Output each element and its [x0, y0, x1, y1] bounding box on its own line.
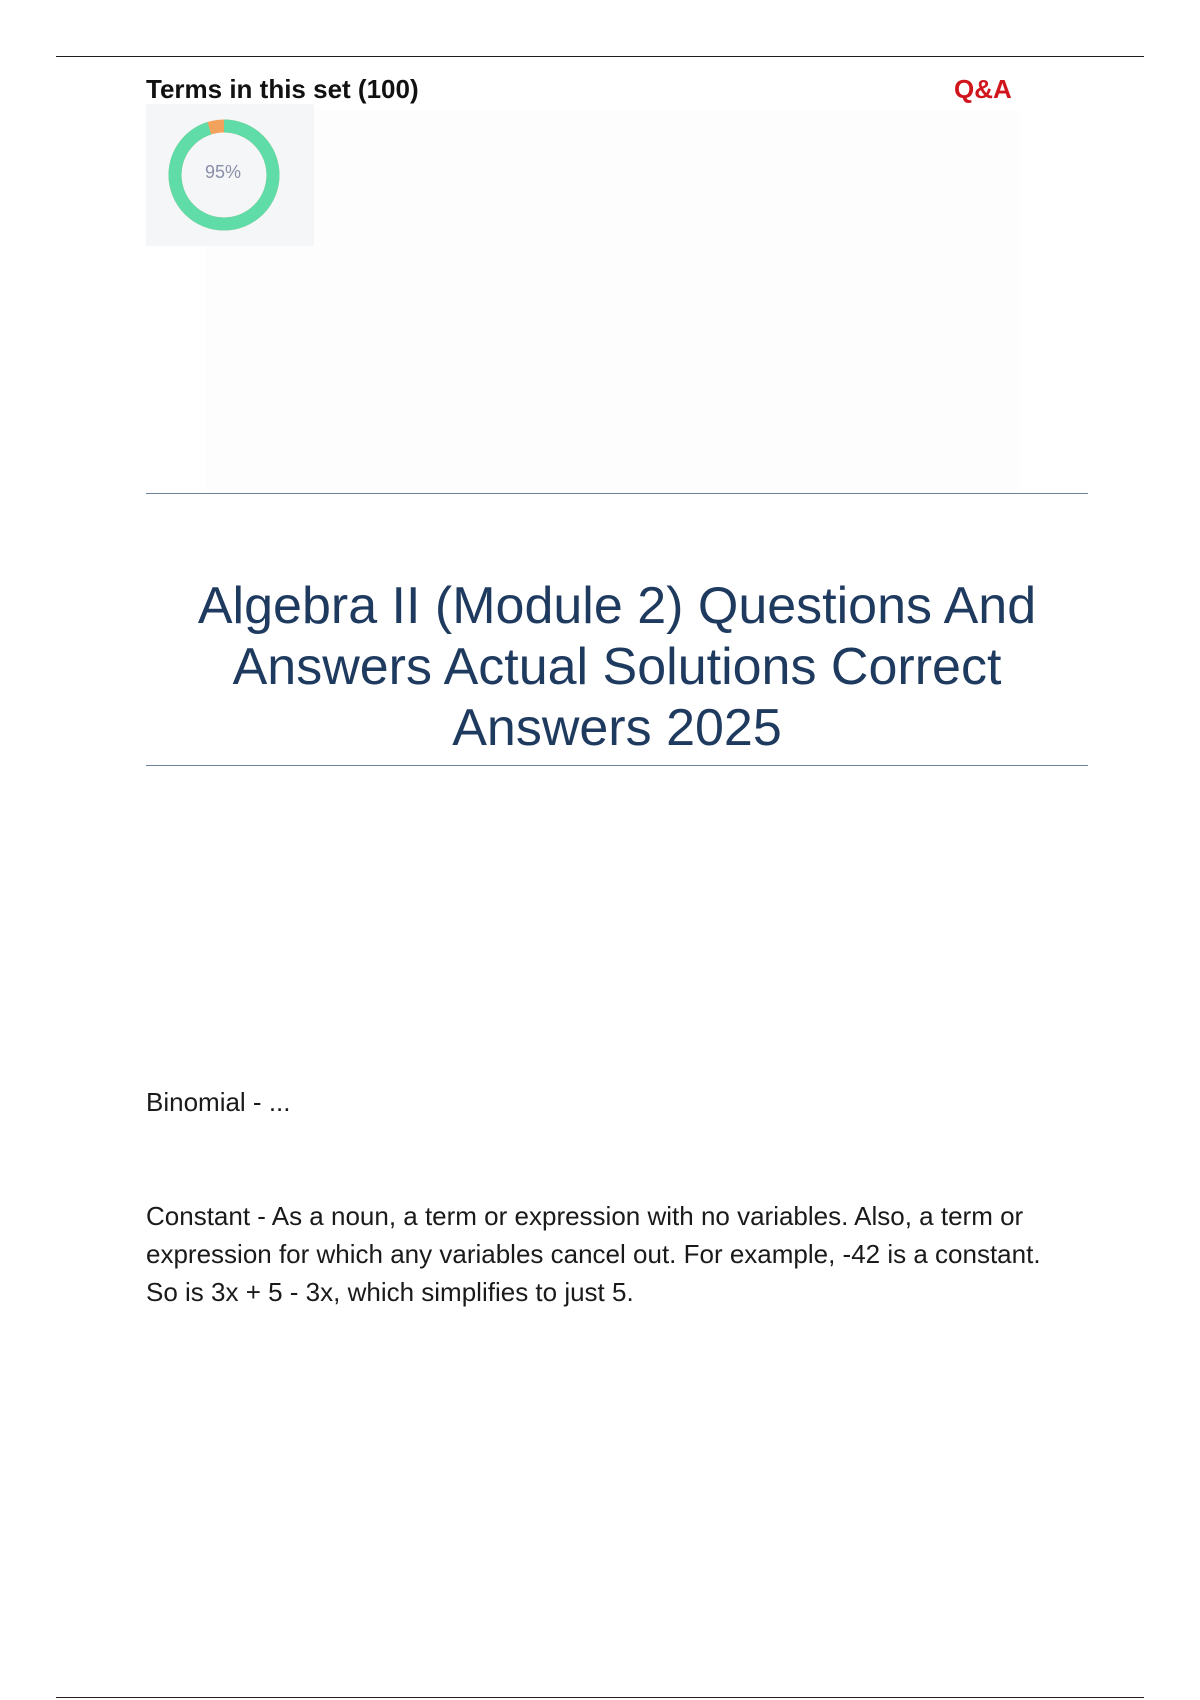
- title-rule-bottom: [146, 765, 1088, 766]
- progress-percent-label: 95%: [204, 162, 242, 182]
- qa-badge: Q&A: [954, 74, 1012, 104]
- bottom-divider: [56, 1697, 1144, 1698]
- top-divider: [56, 56, 1144, 57]
- terms-count-heading: Terms in this set (100): [146, 74, 419, 104]
- title-rule-top: [146, 493, 1088, 494]
- term-constant: Constant - As a noun, a term or expression with no variables. Also, a term or expression for which any variables cancel out. For example, -42 is a constant. So is 3x + 5 - 3x, which simplifies to just 5.: [146, 1201, 1041, 1307]
- document-title: Algebra II (Module 2) Questions And Answers Actual Solutions Correct Answers 2025: [197, 577, 1037, 757]
- progress-card: [146, 104, 314, 246]
- background-panel: [205, 110, 1020, 490]
- term-binomial: Binomial - ...: [146, 1087, 291, 1117]
